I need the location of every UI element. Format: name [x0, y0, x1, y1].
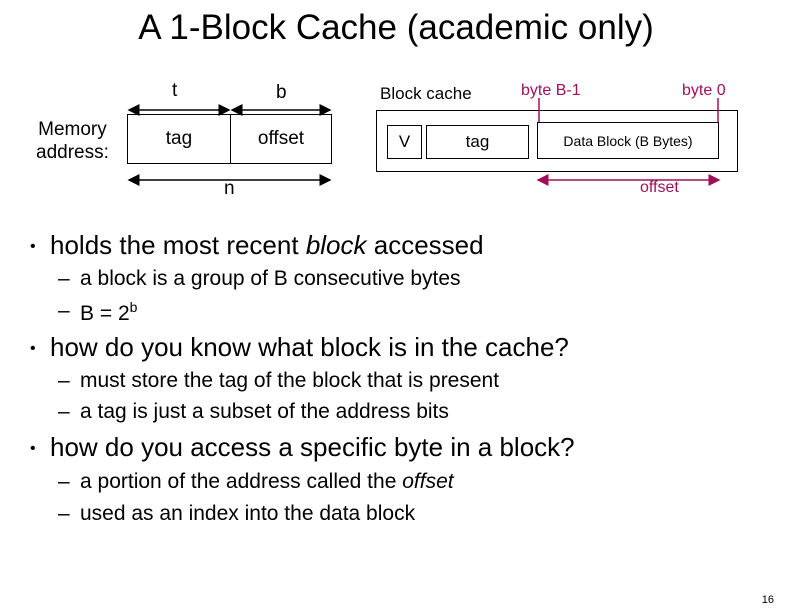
t-label: t: [172, 80, 178, 101]
bullet-1-italic: block: [305, 230, 367, 260]
sub-bullet-2-1: must store the tag of the block that is present: [80, 369, 500, 392]
sub-bullet-3-2: used as an index into the data block: [80, 502, 416, 525]
byte-low-label: byte 0: [682, 82, 726, 99]
bullet-dot-1: •: [30, 238, 36, 255]
dash-1-1: –: [58, 267, 70, 290]
sub-bullet-3-1-italic: offset: [402, 470, 454, 493]
sub-bullet-3-1: [80, 470, 454, 494]
bullet-1-text-before: holds the most recent: [50, 230, 306, 260]
page-number: 16: [761, 594, 774, 606]
sub-bullet-2-2: a tag is just a subset of the address bits: [80, 400, 449, 423]
cache-tag-field: tag: [426, 125, 529, 159]
block-cache-label: Block cache: [380, 84, 472, 103]
n-label: n: [224, 178, 235, 199]
sub-bullet-1-2-text: B = 2: [80, 302, 130, 325]
dash-2-2: –: [58, 400, 70, 423]
byte-high-label: byte B-1: [521, 82, 581, 99]
address-tag-field: tag: [127, 114, 231, 164]
bullet-2: how do you know what block is in the cache?: [50, 332, 569, 362]
data-block-field: Data Block (B Bytes): [537, 122, 719, 159]
sub-bullet-3-1-text: a portion of the address called the: [80, 470, 403, 493]
slide-title: A 1-Block Cache (academic only): [138, 8, 654, 47]
bullet-1: [50, 230, 484, 261]
sub-bullet-1-2-sup: b: [129, 299, 138, 315]
dash-2-1: –: [58, 369, 70, 392]
bullet-dot-3: •: [30, 440, 36, 457]
b-label: b: [276, 82, 287, 103]
dash-1-2: –: [58, 299, 70, 322]
memory-address-label-line2: address:: [36, 142, 109, 163]
sub-bullet-1-2: [80, 299, 137, 326]
address-offset-field: offset: [230, 114, 332, 164]
memory-address-label-line1: Memory: [38, 119, 107, 140]
sub-bullet-1-1: a block is a group of B consecutive bytes: [80, 267, 461, 290]
cache-valid-field: V: [387, 125, 422, 159]
dash-3-2: –: [58, 502, 70, 525]
dash-3-1: –: [58, 470, 70, 493]
bullet-1-text-after: accessed: [366, 230, 484, 260]
bullet-3: how do you access a specific byte in a block?: [50, 432, 575, 462]
bullet-dot-2: •: [30, 340, 36, 357]
memory-address-label: [36, 118, 109, 164]
cache-offset-label: offset: [640, 179, 679, 196]
